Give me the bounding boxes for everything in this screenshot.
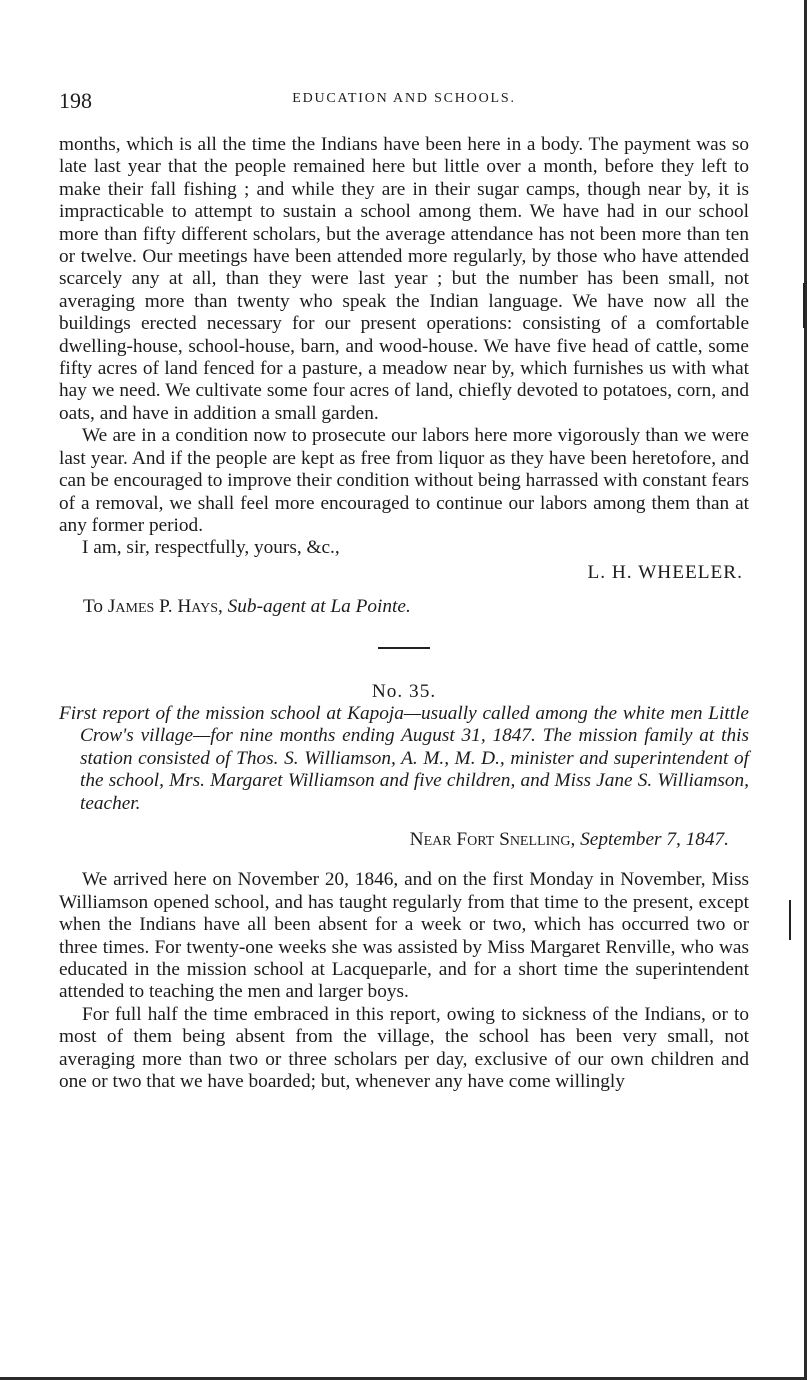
section-divider [378,647,430,649]
letter-paragraph: months, which is all the time the Indians have been here in a body. The payment was so late last year that the people remained here but little over a month, before they left to make their fall fishing ; and while they are in their sugar camps, though near by, it is impracticable to attempt to sustain a school among them. We have had in our school more than fifty different scholars, but the average attendance has not been more than ten or twelve. Our meetings have been attended more regularly, by those who have attended scarcely any at all, than they were last year ; but the number has been small, not averaging more than twenty who speak the Indian language. We have now all the buildings erected necessary for our present operations: consisting of a comfortable dwelling-house, school-house, barn, and wood-house. We have five head of cattle, some fifty acres of land fenced for a pasture, a meadow near by, which furnishes us with what hay we need. We cultivate some four acres of land, chiefly devoted to potatoes, corn, and oats, and have in addition a small garden. [59,134,749,424]
page-number: 198 [59,88,92,113]
addressee-title: Sub-agent at La Pointe. [227,596,411,618]
signature: L. H. WHEELER. [587,561,743,583]
margin-mark [789,900,791,940]
place-date: Near Fort Snelling, September 7, 1847. [409,828,729,850]
running-head: EDUCATION AND SCHOOLS. [292,91,516,106]
date: September 7, 1847. [580,828,729,850]
document-paragraph: We arrived here on November 20, 1846, and on the first Monday in November, Miss Williamson opened school, and has taught regularly from that time to the present, except when the Indians have all been absent for a week or two, which has occurred two or three times. For twenty-one weeks she was assisted by Miss Margaret Renville, who was educated in the mission school at Lacqueparle, and for a short time the superintendent attended to teaching the men and larger boys. [59,869,749,1003]
addressee-to: To [83,596,108,618]
document-paragraph: For full half the time embraced in this report, owing to sickness of the Indians, or to most of them being absent from the village, the school has been very small, not averaging more than two or three scholars per day, exclusive of our own children and one or two that we have boarded; but, whenever any have come willingly [59,1003,749,1093]
place: Near Fort Snelling [409,828,571,850]
addressee: To James P. Hays, Sub-agent at La Pointe. [83,596,411,618]
margin-mark [803,283,805,328]
page [59,88,749,1093]
letter-closing: I am, sir, respectfully, yours, &c., [82,537,340,559]
document-body [59,869,749,1093]
document-intro: First report of the mission school at Kapoja—usually called among the white men Little Crow's village—for nine months ending August 31, 1847. The mission family at this station consisted of Thos. S. Williamson, A. M., M. D., minister and superintendent of the school, Mrs. Margaret Williamson and five children, and Miss Jane S. Williamson, teacher. [59,702,749,814]
addressee-name: James P. Hays [107,596,218,618]
page-body [59,134,749,1093]
letter-paragraph: We are in a condition now to prosecute our labors here more vigorously than we were last year. And if the people are kept as free from liquor as they have been heretofore, and can be encouraged to improve their condition without being harrassed with constant fears of a removal, we shall feel more encouraged to continue our labors among them than at any former period. [59,425,749,536]
document-number: No. 35. [371,680,437,702]
page-header [59,88,749,118]
